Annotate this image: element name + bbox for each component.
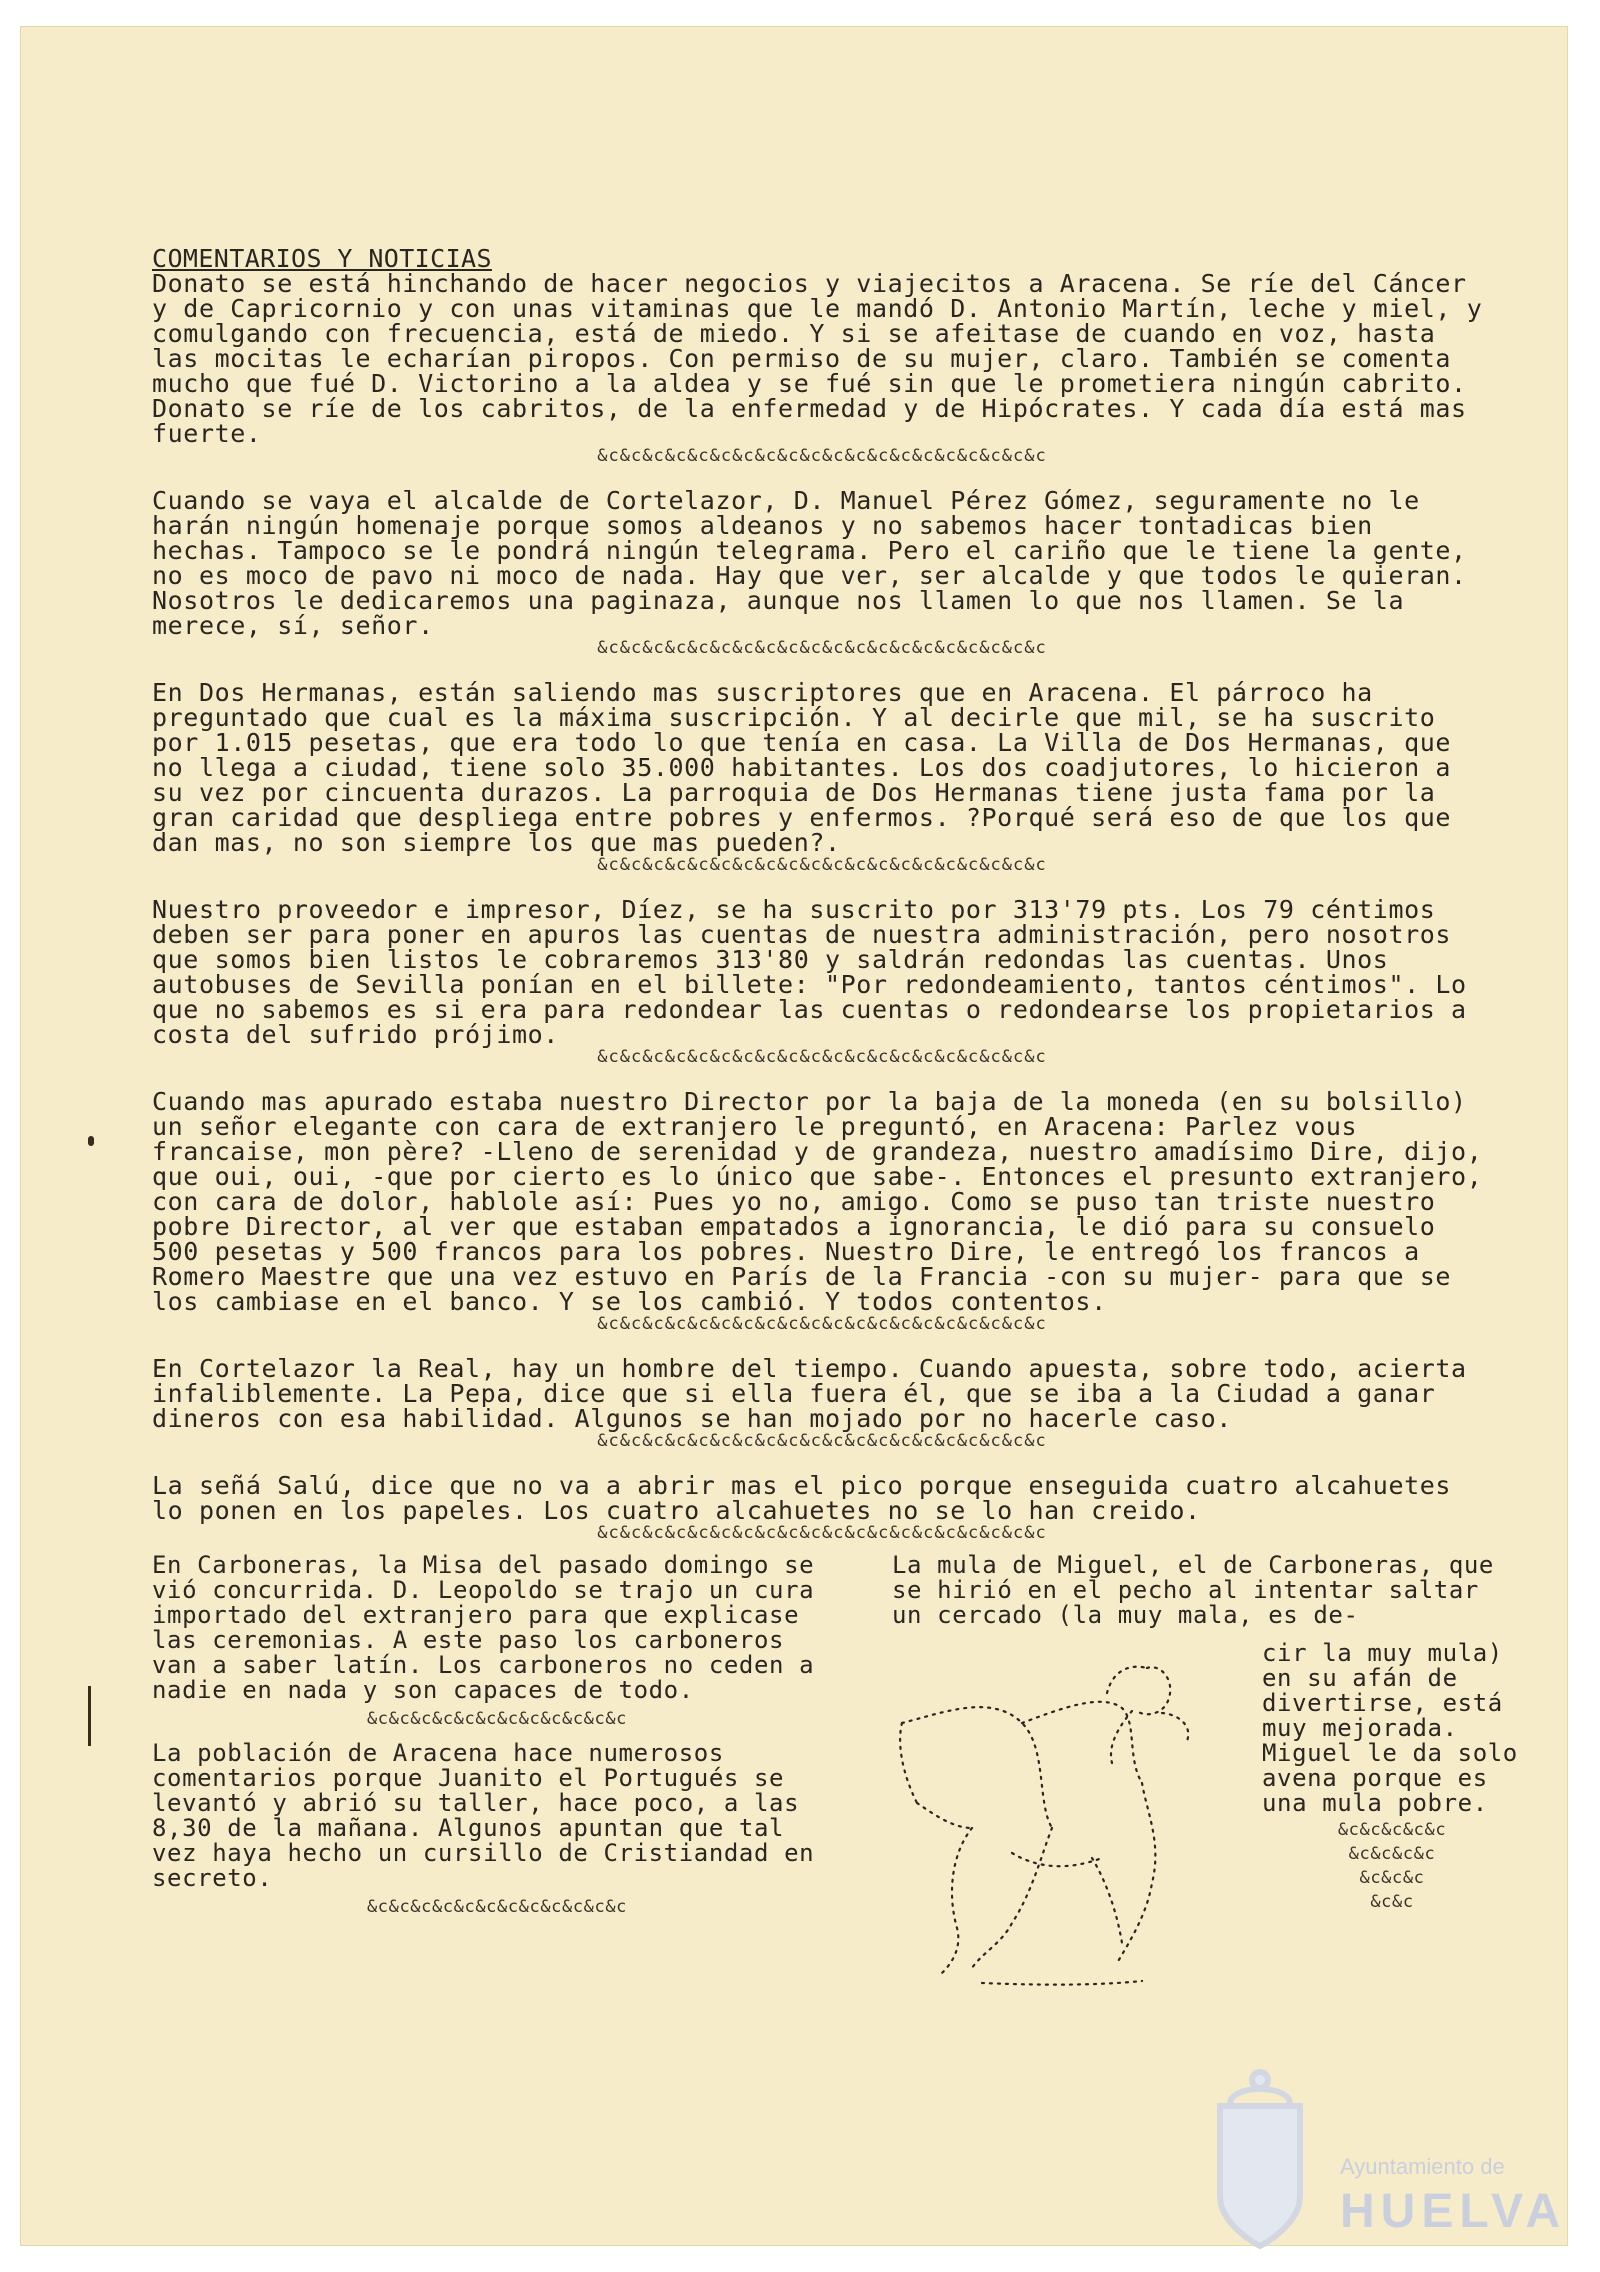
paragraph-mula-intro: La mula de Miguel, el de Carboneras, que se hirió en el pecho al intentar saltar un cercado (la muy mala, es de- (892, 1551, 1494, 1629)
mule-drawing (862, 1653, 1242, 1993)
separator: &c&c&c&c&c (1337, 1820, 1447, 1840)
paragraph-carboneras-misa: En Carboneras, la Misa del pasado domingo se vió concurrida. D. Leopoldo se trajo un cura importado del extranjero para que explicase las ceremonias. A este paso los carboneros van a saber latín. Los carboneros no ceden a nadie en nada y son capaces de todo. (152, 1551, 815, 1704)
separator: &c&c&c&c&c&c&c&c&c&c&c&c&c&c&c&c&c&c&c&c (597, 1047, 1047, 1067)
separator: &c&c&c&c&c&c&c&c&c&c&c&c&c&c&c&c&c&c&c&c (597, 1523, 1047, 1543)
separator: &c&c&c&c&c&c&c&c&c&c&c&c (366, 1897, 628, 1917)
typed-text (152, 244, 1518, 2023)
paragraph-hombre-tiempo: En Cortelazor la Real, hay un hombre del tiempo. Cuando apuesta, sobre todo, acierta infaliblemente. La Pepa, dice que si ella fuera él, que se iba a la Ciudad a ganar dineros con esa habilidad. Algunos se han mojado por no hacerle caso. (152, 1354, 1467, 1433)
archive-watermark (1200, 2066, 1567, 2266)
watermark-line1: Ayuntamiento de (1340, 2154, 1505, 2179)
coat-of-arms-icon (1200, 2066, 1320, 2256)
separator: &c&c&c&c&c&c&c&c&c&c&c&c (366, 1709, 628, 1729)
paragraph-dos-hermanas: En Dos Hermanas, están saliendo mas suscriptores que en Aracena. El párroco ha preguntado que cual es la máxima suscripción. Y al decirle que mil, se ha suscrito por 1.015 pesetas, que era todo lo que tenía en casa. La Villa de Dos Hermanas, que no llega a ciudad, tiene solo 35.000 habitantes. Los dos coadjutores, lo hicieron a su vez por cincuenta durazos. La parroquia de Dos Hermanas tiene justa fama por la gran caridad que despliega entre pobres y enfermos. ?Porqué será eso de que los que dan mas, no son siempre los que mas pueden?. (152, 678, 1452, 857)
paragraph-impresor: Nuestro proveedor e impresor, Díez, se ha suscrito por 313'79 pts. Los 79 céntimos deben ser para poner en apuros las cuentas de nuestra administración, pero nosotros que somos bien listos le cobraremos 313'80 y saldrán redondas las cuentas. Unos autobuses de Sevilla ponían en el billete: "Por redondeamiento, tantos céntimos". Lo que no sabemos es si era para redondear las cuentas o redondearse los propietarios a costa del sufrido prójimo. (152, 895, 1467, 1049)
left-column (152, 1553, 842, 1929)
separator: &c&c&c&c&c&c&c&c&c&c&c&c&c&c&c&c&c&c&c&c (597, 638, 1047, 658)
separator: &c&c&c&c&c&c&c&c&c&c&c&c&c&c&c&c&c&c&c&c (597, 1431, 1047, 1451)
paragraph-mula-rest: cir la muy mula) en su afán de divertirse, está muy mejorada. Miguel le da solo avena porque es una mula pobre. (1262, 1639, 1518, 1817)
separator: &c&c&c (1359, 1868, 1425, 1888)
right-column-narrow (1262, 1641, 1522, 1912)
separator: &c&c&c&c&c&c&c&c&c&c&c&c&c&c&c&c&c&c&c&c (597, 1314, 1047, 1334)
margin-ink-line (88, 1686, 91, 1746)
paragraph-juanito: La población de Aracena hace numerosos comentarios porque Juanito el Portugués se levantó y abrió su taller, hace poco, a las 8,30 de la mañana. Algunos apuntan que tal vez haya hecho un cursillo de Cristiandad en secreto. (152, 1739, 815, 1892)
ink-mark (88, 1136, 94, 1146)
paragraph-donato: Donato se está hinchando de hacer negocios y viajecitos a Aracena. Se ríe del Cáncer y de Capricornio y con unas vitaminas que le mandó D. Antonio Martín, leche y miel, y comulgando con frecuencia, está de miedo. Y si se afeitase de cuando en voz, hasta las mocitas le echarían piropos. Con permiso de su mujer, claro. También se comenta mucho que fué D. Victorino a la aldea y se fué sin que le prometiera ningún cabrito. Donato se ríe de los cabritos, de la enfermedad y de Hipócrates. Y cada día está mas fuerte. (152, 269, 1483, 448)
separator: &c&c (1370, 1892, 1414, 1912)
paragraph-director: Cuando mas apurado estaba nuestro Director por la baja de la moneda (en su bolsillo) un señor elegante con cara de extranjero le preguntó, en Aracena: Parlez vous francaise, mon père? -Lleno de serenidad y de grandeza, nuestro amadísimo Dire, dijo, que oui, oui, -que por cierto es lo único que sabe-. Entonces el presunto extranjero, con cara de dolor, hablole así: Pues yo no, amigo. Como se puso tan triste nuestro pobre Director, al ver que estaban empatados a ignorancia, le dió para su consuelo 500 pesetas y 500 francos para los pobres. Nuestro Dire, le entregó los francos a Romero Maestre que una vez estuvo en París de la Francia -con su mujer- para que se los cambiase en el banco. Y se los cambió. Y todos contentos. (152, 1087, 1483, 1316)
separator: &c&c&c&c&c&c&c&c&c&c&c&c&c&c&c&c&c&c&c&c (597, 855, 1047, 875)
right-column (892, 1553, 1512, 1628)
paragraph-sena-salu: La señá Salú, dice que no va a abrir mas el pico porque enseguida cuatro alcahuetes lo ponen en los papeles. Los cuatro alcahuetes no se lo han creido. (152, 1471, 1452, 1525)
paper-sheet (20, 26, 1568, 2246)
section-heading: COMENTARIOS Y NOTICIAS (152, 244, 492, 273)
separator: &c&c&c&c (1348, 1844, 1436, 1864)
paragraph-alcalde: Cuando se vaya el alcalde de Cortelazor, D. Manuel Pérez Gómez, seguramente no le harán ningún homenaje porque somos aldeanos y no sabemos hacer tontadicas bien hechas. Tampoco se le pondrá ningún telegrama. Pero el cariño que le tiene la gente, no es moco de pavo ni moco de nada. Hay que ver, ser alcalde y que todos le quieran. Nosotros le dedicaremos una paginaza, aunque nos llamen lo que nos llamen. Se la merece, sí, señor. (152, 486, 1467, 640)
separator: &c&c&c&c&c&c&c&c&c&c&c&c&c&c&c&c&c&c&c&c (597, 446, 1047, 466)
two-column-section (152, 1551, 1518, 2023)
watermark-line2: HUELVA (1340, 2185, 1567, 2238)
